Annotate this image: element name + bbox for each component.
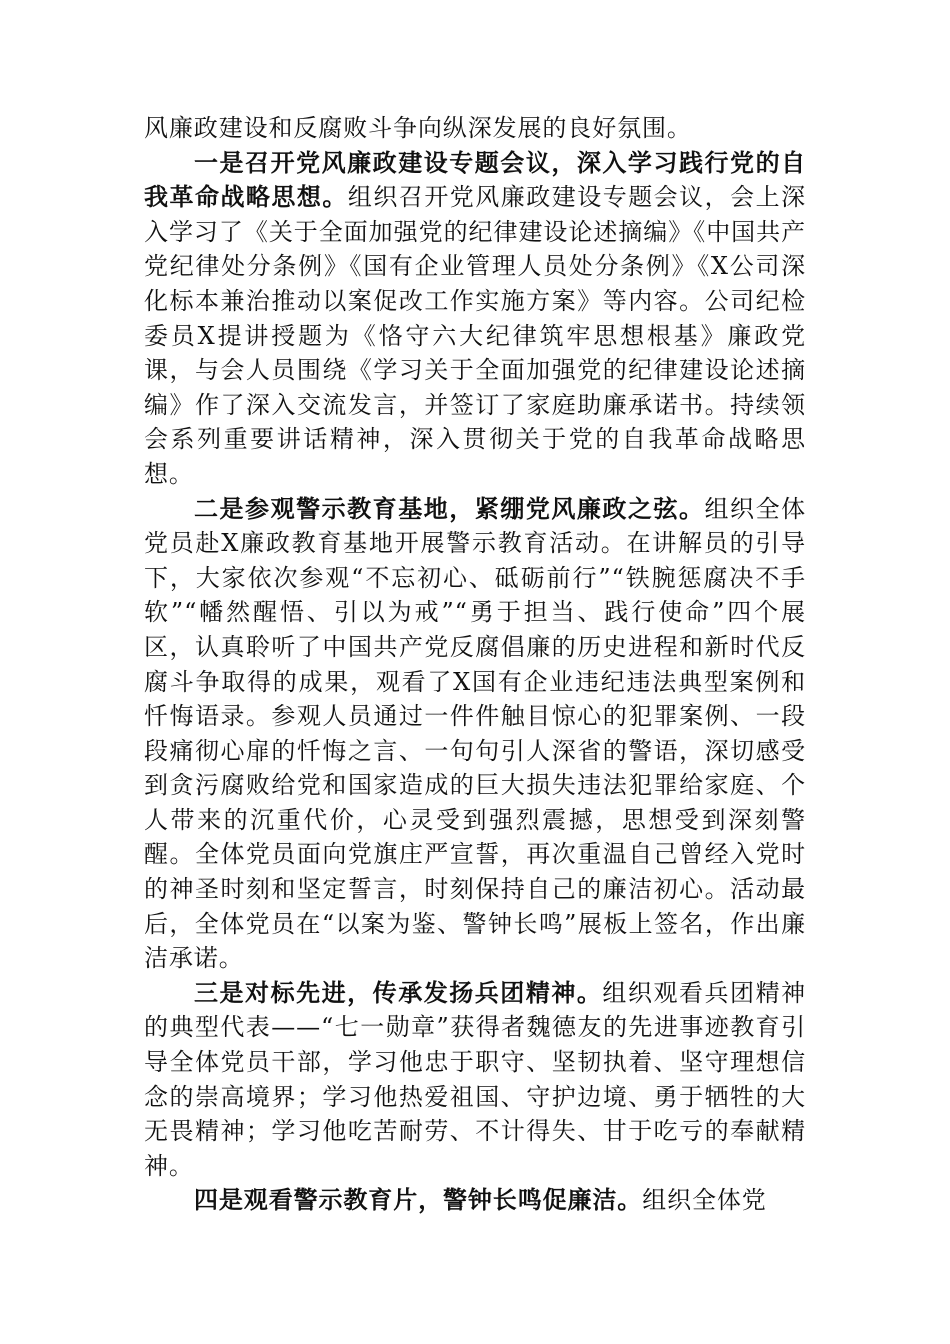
paragraph-body: 组织召开党风廉政建设专题会议，会上深入学习了《关于全面加强党的纪律建设论述摘编》《中国共产党纪律处分条例》《国有企业管理人员处分条例》《X公司深化标本兼治推动以案促改工作实施方案》等内容。公司纪检委员X提讲授题为《恪守六大纪律筑牢思想根基》廉政党课，与会人员围绕《学习关于全面加强党的纪律建设论述摘编》作了深入交流发言，并签订了家庭助廉承诺书。持续领会系列重要讲话精神，深入贯彻关于党的自我革命战略思想。 <box>144 183 806 488</box>
paragraph-body: 组织全体党 <box>642 1186 767 1215</box>
paragraph-body: 组织全体党员赴X廉政教育基地开展警示教育活动。在讲解员的引导下，大家依次参观“不忘初心、砥砺前行”“铁腕惩腐决不手软”“幡然醒悟、引以为戒”“勇于担当、践行使命”四个展区，认真聆听了中国共产党反腐倡廉的历史进程和新时代反腐斗争取得的成果，观看了X国有企业违纪违法典型案例和忏悔语录。参观人员通过一件件触目惊心的犯罪案例、一段段痛彻心扉的忏悔之言、一句句引人深省的警语，深切感受到贪污腐败给党和国家造成的巨大损失违法犯罪给家庭、个人带来的沉重代价，心灵受到强烈震撼，思想受到深刻警醒。全体党员面向党旗庄严宣誓，再次重温自己曾经入党时的神圣时刻和坚定誓言，时刻保持自己的廉洁初心。活动最后，全体党员在“以案为鉴、警钟长鸣”展板上签名，作出廉洁承诺。 <box>144 494 806 973</box>
paragraph-lead: 二是参观警示教育基地，紧绷党风廉政之弦。 <box>194 493 705 523</box>
document-page <box>144 111 806 1218</box>
paragraph-continuation <box>144 111 806 146</box>
paragraph-topic-meeting <box>144 146 806 492</box>
paragraph-benchmark <box>144 976 806 1184</box>
paragraph-lead: 四是观看警示教育片，警钟长鸣促廉洁。 <box>194 1185 643 1215</box>
paragraph-lead: 一是召开党风廉政建设专题会议，深入学习践行党的自我革命战略思想。 <box>144 147 806 212</box>
paragraph-warning-base <box>144 492 806 976</box>
paragraph-body: 组织观看兵团精神的典型代表——“七一勋章”获得者魏德友的先进事迹教育引导全体党员干部，学习他忠于职守、坚韧执着、坚守理想信念的崇高境界；学习他热爱祖国、守护边境、勇于牺牲的大无畏精神；学习他吃苦耐劳、不计得失、甘于吃亏的奉献精神。 <box>144 978 807 1180</box>
paragraph-body: 风廉政建设和反腐败斗争向纵深发展的良好氛围。 <box>144 114 692 142</box>
paragraph-warning-film <box>144 1183 806 1218</box>
paragraph-lead: 三是对标先进，传承发扬兵团精神。 <box>194 977 603 1007</box>
